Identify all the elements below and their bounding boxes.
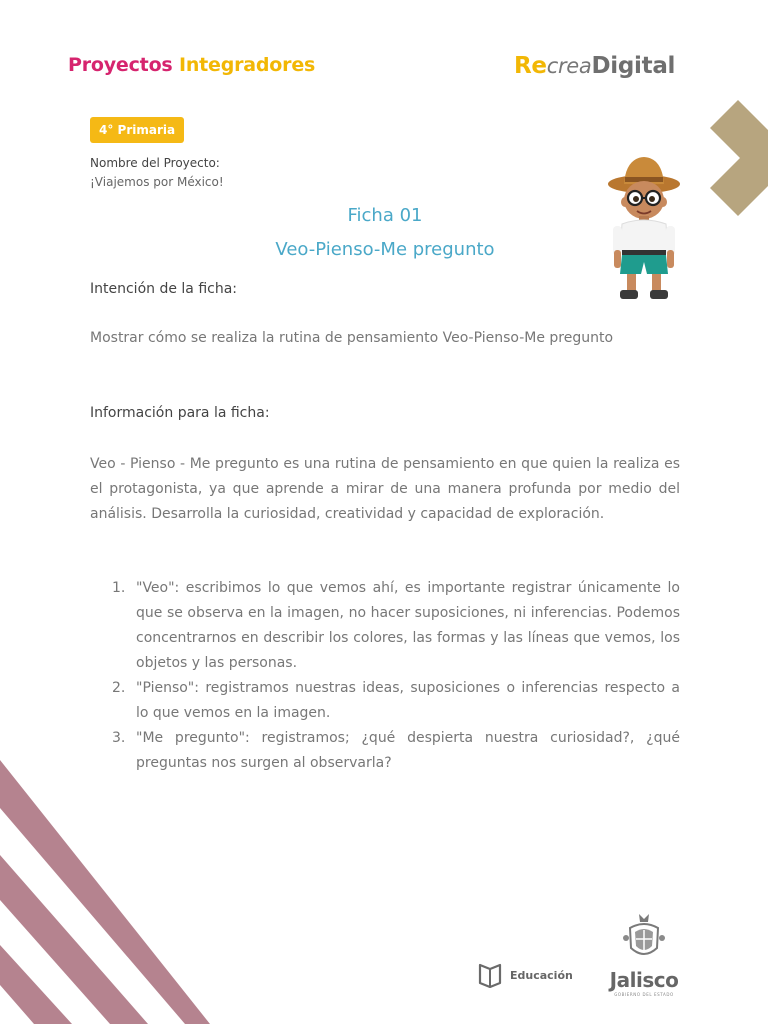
explorer-boy-illustration xyxy=(604,152,684,308)
educacion-label: Educación xyxy=(510,968,573,982)
ficha-number: Ficha 01 xyxy=(347,205,423,226)
list-item xyxy=(90,726,680,776)
diagonal-stripes-decoration xyxy=(0,760,210,1024)
intencion-text: Mostrar cómo se realiza la rutina de pensamiento Veo-Pienso-Me pregunto xyxy=(90,330,614,346)
informacion-heading: Información para la ficha: xyxy=(90,405,270,421)
brand-right-part-3: Digital xyxy=(591,53,676,79)
list-item xyxy=(90,676,680,726)
step-number: 1. xyxy=(112,580,126,596)
step-number: 2. xyxy=(112,680,126,696)
step-text: "Pienso": registramos nuestras ideas, suposiciones o inferencias respecto a lo que vemos en la imagen. xyxy=(136,680,680,721)
step-text: "Me pregunto": registramos; ¿qué despierta nuestra curiosidad?, ¿qué preguntas nos surgen al observarla? xyxy=(136,730,680,771)
coat-of-arms-icon xyxy=(622,912,666,962)
jalisco-sub-label: GOBIERNO DEL ESTADO xyxy=(614,992,674,997)
step-number: 3. xyxy=(112,730,126,746)
chevron-decoration xyxy=(704,98,768,218)
list-item xyxy=(90,576,680,676)
project-label: Nombre del Proyecto: xyxy=(90,156,220,170)
recrea-digital-logo xyxy=(514,53,675,79)
jalisco-label: Jalisco xyxy=(609,968,679,992)
jalisco-logo xyxy=(604,912,684,997)
brand-right-part-1: Re xyxy=(514,53,547,79)
steps-list xyxy=(90,576,680,776)
intencion-heading: Intención de la ficha: xyxy=(90,281,238,297)
step-text: "Veo": escribimos lo que vemos ahí, es importante registrar únicamente lo que se observa en la imagen, no hacer suposiciones, ni inferencias. Podemos concentrarnos en describir los colores, las formas y las líneas que vemos, los objetos y las personas. xyxy=(136,580,680,671)
grade-badge: 4° Primaria xyxy=(90,117,184,143)
brand-left-word-2: Integradores xyxy=(178,54,316,76)
brand-left-word-1: Proyectos xyxy=(68,54,173,76)
educacion-logo xyxy=(478,962,573,988)
project-name: ¡Viajemos por México! xyxy=(90,175,224,189)
ficha-title: Veo-Pienso-Me pregunto xyxy=(275,239,495,260)
book-icon xyxy=(478,962,502,988)
proyectos-integradores-logo xyxy=(68,54,315,76)
brand-right-part-2: crea xyxy=(546,54,592,78)
informacion-text: Veo - Pienso - Me pregunto es una rutina de pensamiento en que quien la realiza es el protagonista, ya que aprende a mirar de una manera profunda por medio del análisis. Desarrolla la curiosidad, creatividad y capacidad de exploración. xyxy=(90,456,680,522)
